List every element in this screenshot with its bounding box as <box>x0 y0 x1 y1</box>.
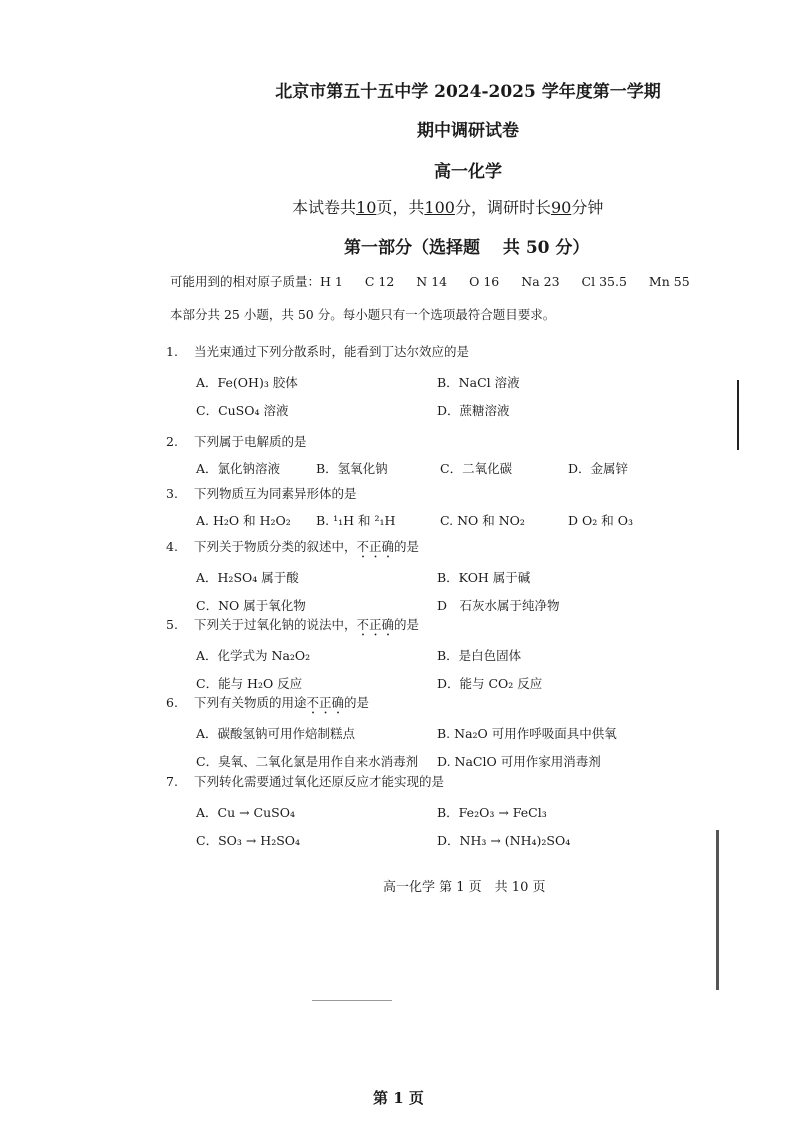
answer-option: B．Fe₂O₃ → FeCl₃ <box>437 805 547 820</box>
answer-option: A．碳酸氢钠可用作焙制糕点 <box>196 726 356 741</box>
answer-option: B．NaCl 溶液 <box>437 375 520 390</box>
question-number: 6. <box>166 695 178 710</box>
answer-option: C．臭氧、二氧化氯是用作自来水消毒剂 <box>196 754 419 769</box>
exam-info: 本试卷共10页，共100分，调研时长90分钟 <box>292 198 604 217</box>
part-title: 第一部分（选择题 共 50 分） <box>344 238 590 258</box>
answer-option: C. NO 和 NO₂ <box>440 513 525 528</box>
question-emphasis: 不正确 <box>356 617 395 632</box>
answer-option: C．CuSO₄ 溶液 <box>196 403 289 418</box>
answer-option: A．H₂SO₄ 属于酸 <box>196 570 299 585</box>
question-text: 下列属于电解质的是 <box>194 434 307 449</box>
question-number: 5. <box>166 617 178 632</box>
scan-artifact <box>312 1000 392 1001</box>
atomic-mass: Cl 35.5 <box>581 274 627 289</box>
exam-type: 期中调研试卷 <box>417 121 519 141</box>
subject-title: 高一化学 <box>434 162 502 182</box>
question-stem <box>166 615 419 639</box>
atomic-mass: Na 23 <box>521 274 560 289</box>
question-emphasis: 不正确 <box>306 695 345 710</box>
question-stem <box>166 432 307 450</box>
question-stem <box>166 484 357 502</box>
answer-option: D．能与 CO₂ 反应 <box>437 676 543 691</box>
answer-option: D O₂ 和 O₃ <box>568 513 633 528</box>
question-number: 4. <box>166 539 178 554</box>
answer-option: D．NH₃ → (NH₄)₂SO₄ <box>437 833 571 848</box>
question-stem <box>166 772 444 790</box>
question-text: 的是 <box>394 617 420 632</box>
answer-option: D. NaClO 可用作家用消毒剂 <box>437 754 601 769</box>
answer-option: B．KOH 属于碱 <box>437 570 531 585</box>
masses-list <box>320 274 690 289</box>
answer-option: C．能与 H₂O 反应 <box>196 676 303 691</box>
answer-option: B．氢氧化钠 <box>316 461 388 476</box>
answer-option: C．NO 属于氧化物 <box>196 598 306 613</box>
question-number: 1. <box>166 344 178 359</box>
page-count: 10 <box>356 198 377 217</box>
question-text: 下列有关物质的用途 <box>194 695 307 710</box>
question-stem <box>166 693 369 717</box>
answer-option: A．Cu → CuSO₄ <box>196 805 295 820</box>
question-stem <box>166 537 419 561</box>
answer-option: A．氯化钠溶液 <box>196 461 281 476</box>
question-text: 下列关于物质分类的叙述中， <box>194 539 357 554</box>
instructions: 本部分共 25 小题，共 50 分。每小题只有一个选项最符合题目要求。 <box>170 307 556 322</box>
question-text: 的是 <box>344 695 370 710</box>
answer-option: D．蔗糖溶液 <box>437 403 510 418</box>
atomic-mass: O 16 <box>469 274 500 289</box>
page-number: 第 1 页 <box>373 1089 424 1107</box>
page-footer: 高一化学 第 1 页 共 10 页 <box>383 880 546 895</box>
answer-option: C．SO₃ → H₂SO₄ <box>196 833 301 848</box>
question-text: 的是 <box>394 539 420 554</box>
question-text: 当光束通过下列分散系时，能看到丁达尔效应的是 <box>194 344 470 359</box>
atomic-masses: 可能用到的相对原子质量：H 1 C 12 N 14 O 16 Na 23 Cl 35.5 Mn 55 <box>170 274 690 289</box>
question-text: 下列物质互为同素异形体的是 <box>194 486 357 501</box>
answer-option: C．二氧化碳 <box>440 461 513 476</box>
atomic-mass: Mn 55 <box>648 274 690 289</box>
answer-option: A．Fe(OH)₃ 胶体 <box>196 375 298 390</box>
scan-artifact <box>737 380 739 450</box>
answer-option: D 石灰水属于纯净物 <box>437 598 560 613</box>
question-number: 2. <box>166 434 178 449</box>
answer-option: D．金属锌 <box>568 461 629 476</box>
atomic-mass: H 1 <box>320 274 343 289</box>
question-number: 3. <box>166 486 178 501</box>
question-text: 下列关于过氧化钠的说法中， <box>194 617 357 632</box>
atomic-mass: C 12 <box>364 274 395 289</box>
answer-option: B. ¹₁H 和 ²₁H <box>316 513 396 528</box>
question-stem <box>166 342 469 360</box>
scan-artifact <box>716 830 719 990</box>
answer-option: A. H₂O 和 H₂O₂ <box>196 513 291 528</box>
question-number: 7. <box>166 774 178 789</box>
answer-option: B. Na₂O 可用作呼吸面具中供氧 <box>437 726 617 741</box>
total-score: 100 <box>424 198 455 217</box>
question-text: 下列转化需要通过氧化还原反应才能实现的是 <box>194 774 445 789</box>
atomic-mass: N 14 <box>416 274 448 289</box>
duration: 90 <box>550 198 572 217</box>
answer-option: A．化学式为 Na₂O₂ <box>196 648 311 663</box>
question-emphasis: 不正确 <box>356 539 395 554</box>
school-title: 北京市第五十五中学 2024-2025 学年度第一学期 <box>275 82 661 102</box>
answer-option: B．是白色固体 <box>437 648 522 663</box>
